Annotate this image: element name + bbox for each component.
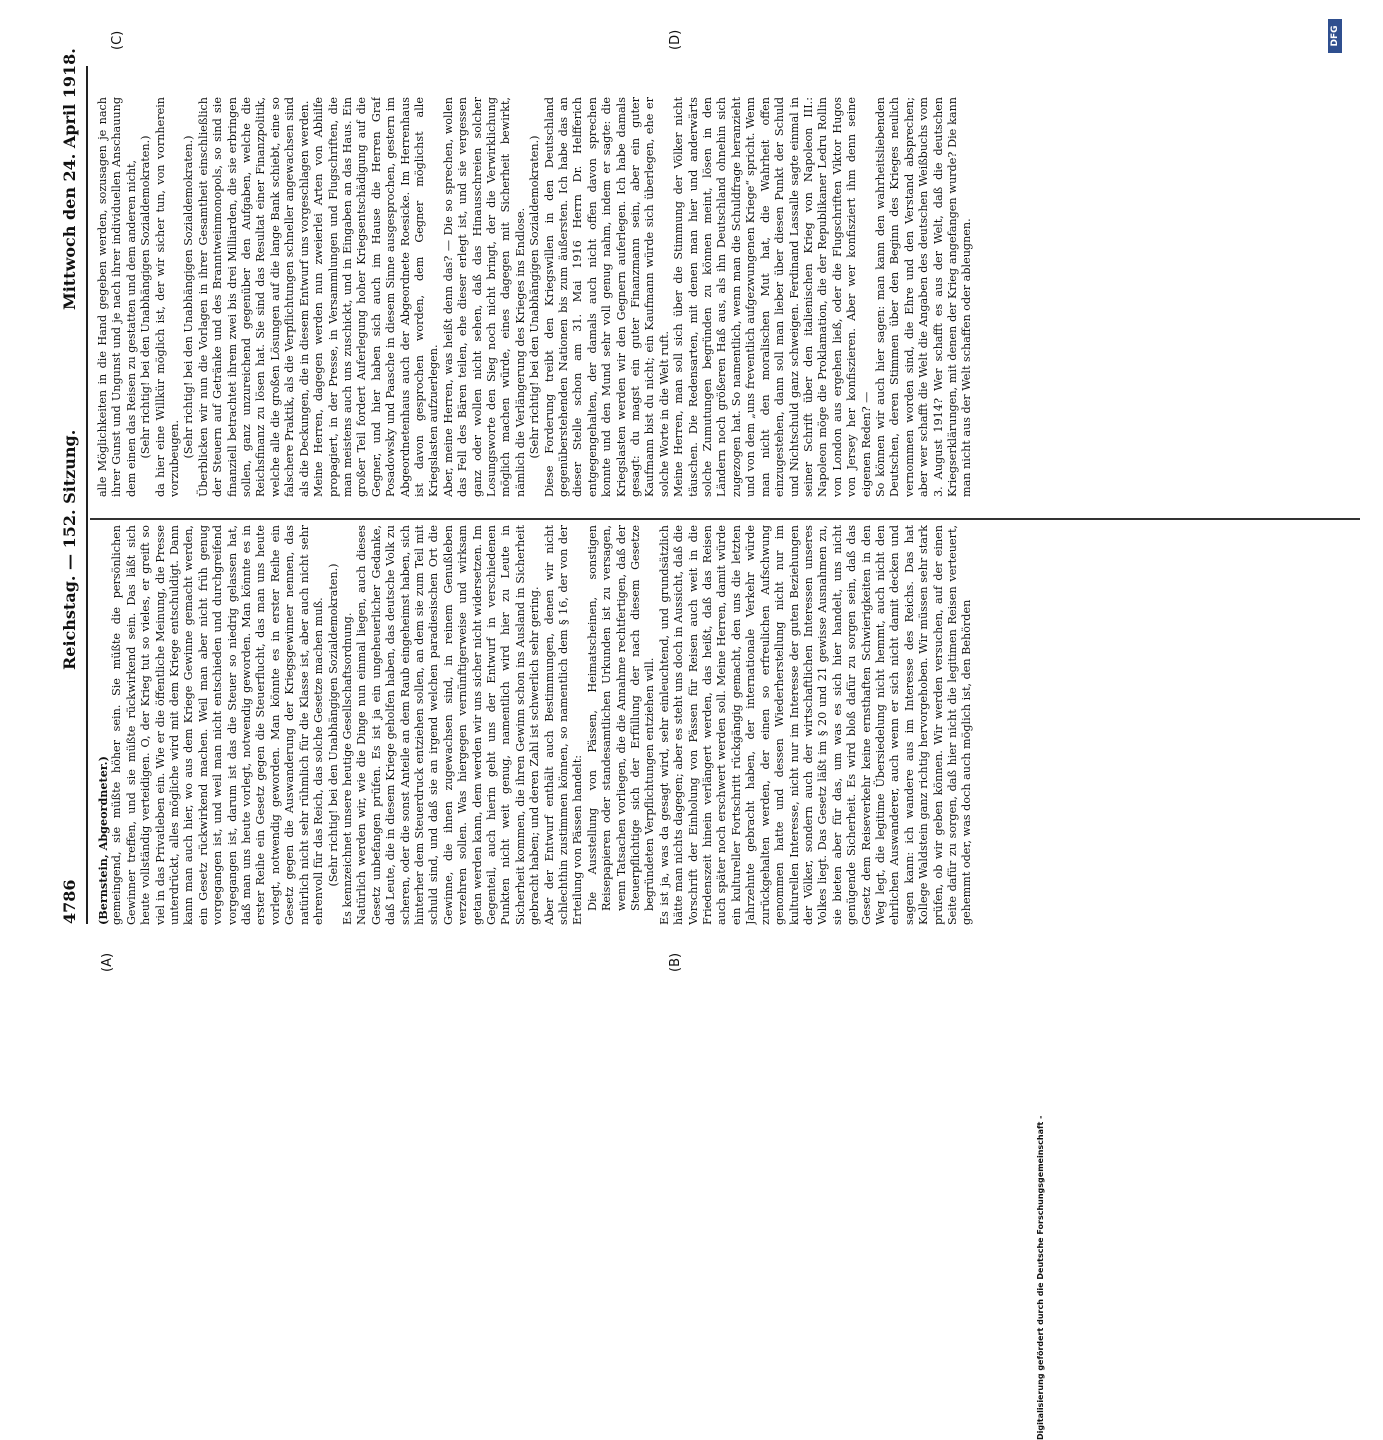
- paragraph: Meine Herren, dagegen werden nun zweierlei Arten von Abhilfe propagiert, in der Presse, in Versammlungen und Flugschriften, die man meistens auch uns zuschickt, und in Eingaben an das Haus. Ein großer Teil fordert Auferlegung hoher Kriegsentschädigung auf die Gegner, und hier haben sich auch im Hause die Herren Graf Posadowsky und Paasche in diesem Sinne ausgesprochen, gestern im Abgeordnetenhaus auch der Abgeordnete Roesicke. Im Herrenhaus ist davon gesprochen worden, dem Gegner möglichst alle Kriegslasten aufzuerlegen.: [312, 97, 441, 497]
- paragraph: Es kennzeichnet unsere heutige Gesellschaftsordnung.: [340, 612, 354, 925]
- margin-mark-b: (B): [668, 952, 683, 972]
- paragraph: Natürlich werden wir, wie die Dinge nun einmal liegen, auch dieses Gesetz unbefangen prüfen. Es ist ja ein ungeheuerlicher Gedanke, daß Leute, die in diesem Kriege geholfen haben, das deutsche Volk zu scheren, oder die sonst Anteile an dem Raub eingeheimst haben, sich hinterher dem Steuerdruck entziehen sollen, an dem sie zum Teil mit schuld sind, und daß sie an irgend welchen paradiesischen Ort die Gewinne, die ihnen zugewachsen sind, in reinem Genußleben verzehren sollen. Was hiergegen vernünftigerweise und wirksam getan werden kann, dem werden wir uns sicher nicht widersetzen. Im Gegenteil, auch hierin geht uns der Entwurf in verschiedenen Punkten nicht weit genug, namentlich wird hier zu Leute in Sicherheit kommen, die ihren Gewinn schon ins Ausland in Sicherheit gebracht haben; und deren Zahl ist schwerlich sehr gering.: [355, 525, 542, 925]
- digitization-credit: Digitalisierung gefördert durch die Deutsche Forschungsgemeinschaft -: [1036, 1115, 1045, 1440]
- paragraph: Aber, meine Herren, was heißt denn das? — Die so sprechen, wollen das Fell des Bären teilen, ehe dieser erlegt ist, und sie vergessen ganz oder wollen nicht sehen, daß das Hinausschreien solcher Losungsworte den Sieg noch nicht bringt, der die Verwirklichung möglich machen würde, eines dagegen mit Sicherheit bewirkt, nämlich die Verlängerung des Krieges ins Endlose.: [441, 97, 527, 497]
- speaker-line: (Bernstein, Abgeordneter.): [96, 756, 110, 925]
- session-date: Mittwoch den 24. April 1918.: [60, 48, 79, 310]
- dfg-logo: DFG: [1328, 19, 1342, 53]
- session-title: Reichstag. — 152. Sitzung.: [60, 429, 79, 670]
- margin-mark-d: (D): [668, 29, 683, 50]
- margin-mark-c: (C): [110, 30, 125, 50]
- header-rule: [86, 66, 88, 924]
- paragraph: Meine Herren, man soll sich über die Stimmung der Völker nicht täuschen. Die Redensarten, mit denen man hier und anderwärts solche Zumutungen begründen zu können meint, lösen in den Ländern noch größeren Haß aus, als ihn Deutschland ohnehin sich zugezogen hat. So namentlich, wenn man die Schuldfrage heranzieht und von dem „uns freventlich aufgezwungenen Kriege“ spricht. Wenn man nicht den moralischen Mut hat, die Wahrheit offen einzugestehen, dann soll man lieber über diesen Punkt der Schuld und Nichtschuld ganz schweigen. Ferdinand Lassalle sagte einmal in seiner Schrift über den italienischen Krieg von Napoleon III.: Napoleon möge die Proklamation, die der Republikaner Ledru Rollin von London aus ergehen ließ, oder die Flugschriften Viktor Hugos von Jersey her konfiszieren. Aber wer konfisziert ihm denn seine eigenen Reden? —: [672, 97, 873, 497]
- paragraph: da hier eine Willkür möglich ist, der wir sicher tun, von vornherein vorzubeugen.: [153, 97, 182, 497]
- interjection: (Sehr richtig! bei den Unabhängigen Sozialdemokraten.): [182, 135, 196, 459]
- interjection: (Sehr richtig! bei den Unabhängigen Sozialdemokraten.): [528, 135, 542, 459]
- left-column: [96, 525, 1271, 925]
- paragraph: Aber der Entwurf enthält auch Bestimmungen, denen wir nicht schlechthin zustimmen können, so namentlich dem § 16, der von der Erteilung von Pässen handelt:: [542, 525, 585, 925]
- paragraph: So können wir auch hier sagen: man kann den wahrheitsliebenden Deutschen, deren Stimmen über den Beginn des Krieges neulich vernommen worden sind, die Ehre und den Verstand absprechen; aber wer schafft die Welt die Angaben des deutschen Weißbuchs vom 3. August 1914? Wer schafft es aus der Welt, daß die deutschen Kriegserklärungen, mit denen der Krieg angefangen wurde? Die kann man nicht aus der Welt schaffen oder ableugnen.: [873, 97, 974, 497]
- paragraph: Diese Forderung treibt den Kriegswillen in den Deutschland gegenüberstehenden Nationen bis zum äußersten. Ich habe das an dieser Stelle schon am 31. Mai 1916 Herrn Dr. Helfferich entgegengehalten, der damals auch nicht offen davon sprechen konnte und den Mund sehr voll genug nahm, indem er sagte: die Kriegslasten werden wir den Gegnern auferlegen. Ich habe damals gesagt: du magst ein guter Finanzmann sein, aber ein guter Kaufmann bist du nicht; ein Kaufmann würde sich überlegen, ehe er solche Worte in die Welt ruft.: [542, 97, 671, 497]
- right-column: [96, 97, 1271, 497]
- page-header: [60, 0, 80, 1000]
- paragraph: gemeingend, sie müßte höher sein. Sie müßte die persönlichen Gewinner treffen, und sie müßte rückwirkend sein. Das läßt sich heute vollständig verteidigen. O, der Krieg tut so vieles, er greift so viel in das Privatleben ein. Wie er die öffentliche Meinung, die Presse unterdrückt, alles mögliche wird mit dem Kriege entschuldigt. Dann kann man auch hier, wo aus dem Kriege Gewinne gemacht werden, ein Gesetz rückwirkend machen. Weil man aber nicht früh genug vorgegangen ist, und weil man nicht entschieden und durchgreifend vorgegangen ist, darum ist das die Steuer so niedrig gelassen hat, daß man uns heute vorlegt, notwendig geworden. Man könnte es in erster Reihe ein Gesetz gegen die Steuerflucht, das man uns heute vorlegt, notwendig geworden. Man könnte es in erster Reihe ein Gesetz gegen die Auswanderung der Kriegsgewinner nennen, das natürlich nicht sehr rühmlich für die Klasse ist, aber auch nicht sehr ehrenvoll für das Reich, das solche Gesetze machen muß.: [110, 525, 326, 925]
- interjection: (Sehr richtig! bei den Unabhängigen Sozialdemokraten.): [139, 135, 153, 459]
- page-number: 4786: [60, 879, 79, 924]
- column-divider: [90, 518, 1360, 520]
- paragraph: Überblicken wir nun die Vorlagen in ihrer Gesamtheit einschließlich der Steuern auf Getränke und des Branntweinmonopols, so sind sie finanziell betrachtet ihrem zwei bis drei Milliarden, die sie erbringen sollen, ganz unzureichend gegenüber den Aufgaben, welche die Reichsfinanz zu lösen hat. Sie sind das Resultat einer Finanzpolitik, welche alle die großen Lösungen auf die lange Bank schiebt, eine so falschere Praktik, als die Verpflichtungen schneller angewachsen sind als die Deckungen, die in diesem Entwurf uns vorgeschlagen werden.: [196, 97, 311, 497]
- paragraph: alle Möglichkeiten in die Hand gegeben werden, sozusagen je nach ihrer Gunst und Ungunst und je nach ihrer individuellen Anschauung dem einen das Reisen zu gestatten und dem anderen nicht,: [96, 97, 138, 497]
- paragraph: Es ist ja, was da gesagt wird, sehr einleuchtend, und grundsätzlich hätte man nichts dagegen; aber es steht uns doch in Aussicht, daß die Vorschrift der Einholung von Pässen für Reisen auch weit in die Friedenszeit hinein verlängert werden, das heißt, daß das Reisen auch später noch erschwert werden soll. Meine Herren, damit würde ein kultureller Fortschritt rückgängig gemacht, den uns die letzten Jahrzehnte gebracht haben, der internationale Verkehr würde zurückgehalten werden, der einen so erfreulichen Aufschwung genommen hatte und dessen Wiederherstellung nicht nur im kulturellen Interesse, nicht nur im Interesse der guten Beziehungen der Völker, sondern auch der wirtschaftlichen Interessen unseres Volkes liegt. Das Gesetz läßt im § 20 und 21 gewisse Ausnahmen zu, sie bieten aber für das, um was es sich hier handelt, uns nicht genügende Sicherheit. Es wird bloß dafür zu sorgen sein, daß das Gesetz dem Reiseverkehr keine ernsthaften Schwierigkeiten in den Weg legt, die legitime Übersiedelung nicht hemmt, auch nicht den ehrlichen Auswanderer, auch wenn er sich nicht damit decken und sagen kann: ich wandere aus im Interesse des Reichs. Das hat Kollege Waldstein ganz richtig hervorgehoben. Wir müssen sehr stark prüfen, ob wir geben können. Wir werden versuchen, auf der einen Seite dafür zu sorgen, daß hier nicht die legitimen Reisen verteuert, gehemmt oder, was doch auch möglich ist, den Behörden: [657, 525, 974, 925]
- quoted-paragraph: Die Ausstellung von Pässen, Heimatscheinen, sonstigen Reisepapieren oder standesamtlichen Urkunden ist zu versagen, wenn Tatsachen vorliegen, die die Annahme rechtfertigen, daß der Steuerpflichtige sich der Erfüllung der nach diesem Gesetze begründeten Verpflichtungen entziehen will.: [585, 525, 657, 911]
- margin-mark-a: (A): [100, 952, 115, 972]
- interjection: (Sehr richtig! bei den Unabhängigen Sozialdemokraten.): [326, 563, 340, 887]
